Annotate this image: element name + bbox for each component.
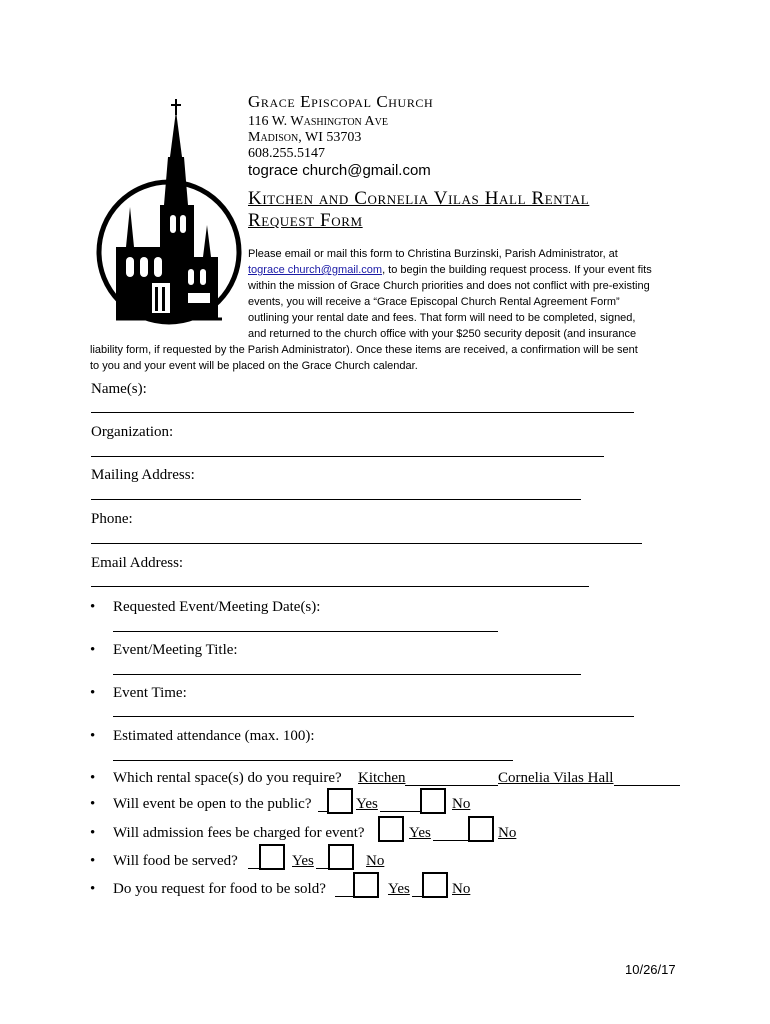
answer-line bbox=[248, 868, 259, 869]
bullet: • bbox=[90, 599, 96, 615]
public-no-checkbox[interactable] bbox=[420, 788, 446, 814]
form-title bbox=[248, 188, 688, 232]
food-served-yes-label: Yes bbox=[292, 853, 314, 869]
food-sold-yes-checkbox[interactable] bbox=[353, 872, 379, 898]
food-sold-yes-label: Yes bbox=[388, 881, 410, 897]
rental-kitchen-line bbox=[405, 785, 498, 786]
admission-yes-label: Yes bbox=[409, 825, 431, 841]
answer-line bbox=[380, 811, 420, 812]
intro-line: and returned to the church office with your $250 security deposit (and insurance bbox=[248, 328, 637, 340]
intro-line: liability form, if requested by the Parish Administrator). Once these items are received, a confirmation will be sent bbox=[90, 344, 638, 356]
bullet: • bbox=[90, 853, 96, 869]
bullet: • bbox=[90, 881, 96, 897]
intro-line: Please email or mail this form to Christina Burzinski, Parish Administrator, at bbox=[248, 248, 618, 260]
food-sold-label: Do you request for food to be sold? bbox=[113, 881, 326, 897]
rental-option-kitchen[interactable]: Kitchen bbox=[358, 770, 406, 786]
form-title-line-2: Request Form bbox=[248, 210, 363, 231]
event-dates-label: Requested Event/Meeting Date(s): bbox=[113, 599, 321, 615]
food-served-no-checkbox[interactable] bbox=[328, 844, 354, 870]
intro-line: outlining your rental date and fees. That form will need to be completed, signed, bbox=[248, 312, 636, 324]
event-time-label: Event Time: bbox=[113, 685, 187, 701]
open-to-public-label: Will event be open to the public? bbox=[113, 796, 312, 812]
public-yes-checkbox[interactable] bbox=[327, 788, 353, 814]
bullet: • bbox=[90, 685, 96, 701]
rental-option-hall[interactable]: Cornelia Vilas Hall bbox=[498, 770, 614, 786]
header-email: tograce church@gmail.com bbox=[248, 162, 431, 179]
admission-no-label: No bbox=[498, 825, 517, 841]
event-title-label: Event/Meeting Title: bbox=[113, 642, 238, 658]
phone-input-line[interactable] bbox=[91, 543, 642, 544]
rental-space-label: Which rental space(s) do you require? bbox=[113, 770, 342, 786]
public-yes-label: Yes bbox=[356, 796, 378, 812]
admission-no-checkbox[interactable] bbox=[468, 816, 494, 842]
intro-line-text: , to begin the building request process. If your event fits bbox=[382, 264, 652, 276]
rental-hall-line bbox=[614, 785, 680, 786]
bullet: • bbox=[90, 728, 96, 744]
intro-line bbox=[90, 262, 690, 278]
bullet: • bbox=[90, 825, 96, 841]
answer-line bbox=[433, 840, 468, 841]
mailing-address-label: Mailing Address: bbox=[91, 467, 195, 483]
organization-label: Organization: bbox=[91, 424, 174, 440]
address-street: 116 W. Washington Ave bbox=[248, 114, 388, 129]
email-address-label: Email Address: bbox=[91, 555, 184, 571]
address-city: Madison, WI 53703 bbox=[248, 130, 362, 145]
names-label: Name(s): bbox=[91, 381, 147, 397]
church-name: Grace Episcopal Church bbox=[248, 92, 434, 111]
food-served-no-label: No bbox=[366, 853, 385, 869]
footer-date: 10/26/17 bbox=[625, 962, 676, 977]
intro-line: within the mission of Grace Church priorities and does not conflict with pre-existing bbox=[248, 280, 650, 292]
phone-label: Phone: bbox=[91, 511, 133, 527]
intro-paragraph bbox=[90, 246, 690, 374]
attendance-input-line[interactable] bbox=[113, 760, 513, 761]
phone-number: 608.255.5147 bbox=[248, 146, 325, 161]
food-served-label: Will food be served? bbox=[113, 853, 238, 869]
attendance-label: Estimated attendance (max. 100): bbox=[113, 728, 315, 744]
answer-line bbox=[316, 868, 328, 869]
food-sold-no-label: No bbox=[452, 881, 471, 897]
form-title-line-1: Kitchen and Cornelia Vilas Hall Rental bbox=[248, 188, 590, 209]
email-link[interactable]: tograce church@gmail.com bbox=[248, 264, 383, 276]
food-sold-no-checkbox[interactable] bbox=[422, 872, 448, 898]
bullet: • bbox=[90, 796, 96, 812]
answer-line bbox=[412, 896, 422, 897]
public-no-label: No bbox=[452, 796, 471, 812]
food-served-yes-checkbox[interactable] bbox=[259, 844, 285, 870]
email-address-input-line[interactable] bbox=[91, 586, 589, 587]
intro-line: to you and your event will be placed on the Grace Church calendar. bbox=[90, 360, 418, 372]
admission-fees-label: Will admission fees be charged for event? bbox=[113, 825, 365, 841]
intro-line: events, you will receive a “Grace Episcopal Church Rental Agreement Form” bbox=[248, 296, 620, 308]
bullet: • bbox=[90, 642, 96, 658]
event-title-input-line[interactable] bbox=[113, 674, 581, 675]
mailing-address-input-line[interactable] bbox=[91, 499, 581, 500]
admission-yes-checkbox[interactable] bbox=[378, 816, 404, 842]
event-dates-input-line[interactable] bbox=[113, 631, 498, 632]
organization-input-line[interactable] bbox=[91, 456, 604, 457]
event-time-input-line[interactable] bbox=[113, 716, 634, 717]
answer-line bbox=[335, 896, 353, 897]
names-input-line[interactable] bbox=[91, 412, 634, 413]
bullet: • bbox=[90, 770, 96, 786]
